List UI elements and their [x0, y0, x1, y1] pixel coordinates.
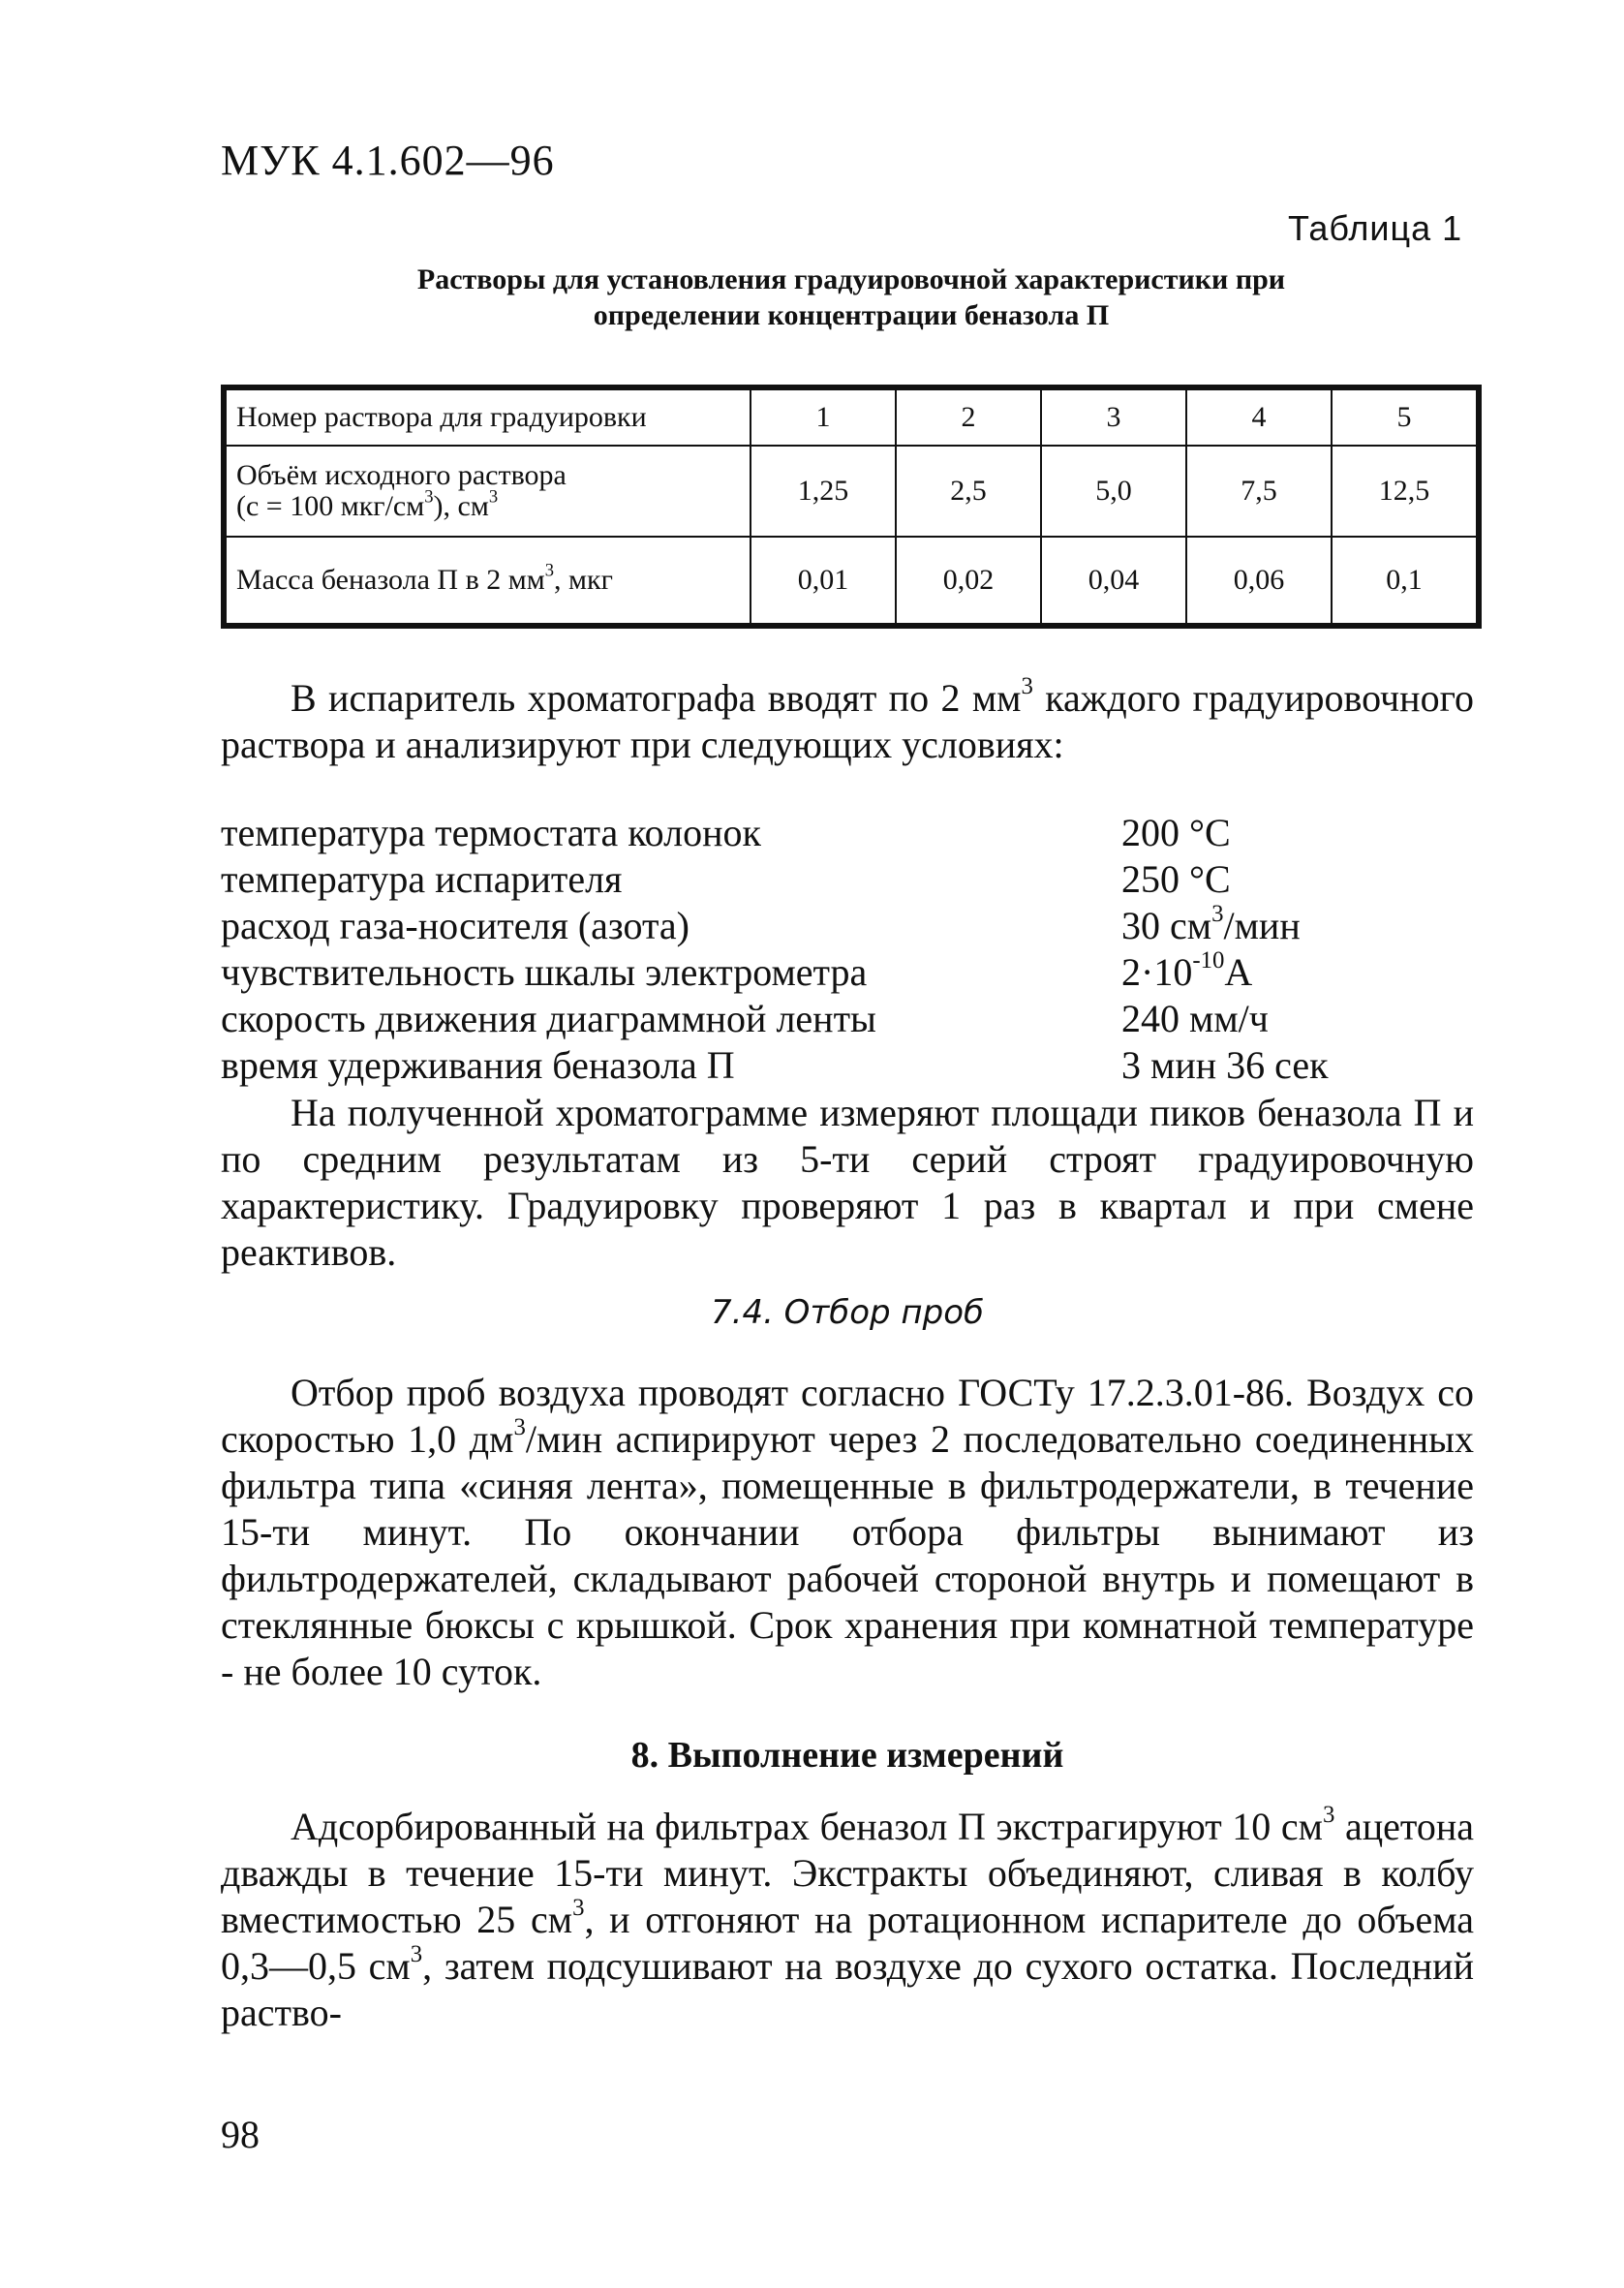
table-cell: 0,06 [1186, 537, 1332, 624]
condition-name: расход газа-носителя (азота) [221, 904, 690, 947]
table-cell: 7,5 [1186, 446, 1332, 537]
table-cell: 4 [1186, 389, 1332, 446]
condition-row [221, 949, 1474, 996]
table-cell: 0,01 [751, 537, 896, 624]
document-code: МУК 4.1.602—96 [221, 137, 555, 184]
table-cell: 5,0 [1041, 446, 1186, 537]
table-label: Таблица 1 [1288, 208, 1463, 248]
table-row [226, 389, 1477, 446]
condition-row [221, 1042, 1474, 1089]
table-cell: 12,5 [1332, 446, 1477, 537]
condition-row [221, 810, 1474, 856]
caption-line-2: определении концентрации беназола П [593, 299, 1110, 331]
table-cell: 1,25 [751, 446, 896, 537]
page-number: 98 [221, 2113, 260, 2156]
table-cell: 5 [1332, 389, 1477, 446]
calibration-table [221, 385, 1482, 629]
condition-value: 3 мин 36 сек [1121, 1043, 1329, 1087]
section-heading-7-4: 7.4. Отбор проб [711, 1293, 984, 1332]
row-label: Масса беназола П в 2 $мм^3$, мкг [226, 537, 751, 624]
condition-value: 250 °С [1121, 857, 1231, 901]
table-cell: 2 [896, 389, 1041, 446]
row-label: Номер раствора для градуировки [226, 389, 751, 446]
table-row [226, 537, 1477, 624]
table-cell: 2,5 [896, 446, 1041, 537]
table-row [226, 446, 1477, 537]
table-cell: 3 [1041, 389, 1186, 446]
condition-value: 200 °С [1121, 811, 1231, 854]
measurement-paragraph: Адсорбированный на фильтрах беназол П экстрагируют 10 $см^3$ ацетона дважды в течение 15-ти минут. Экстракты объединяют, сливая в колбу вместимостью 25 $см^3$, и отгоняют на ротационном испарителе до объема 0,3—0,5 $см^3$, затем подсушивают на воздухе до сухого остатка. Последний раство- [221, 1802, 1474, 2034]
condition-name: температура испарителя [221, 857, 623, 901]
table-cell: 0,04 [1041, 537, 1186, 624]
table-caption [221, 262, 1482, 333]
condition-row [221, 856, 1474, 903]
condition-name: чувствительность шкалы электрометра [221, 950, 868, 994]
table-cell: 0,02 [896, 537, 1041, 624]
table-cell: 0,1 [1332, 537, 1477, 624]
condition-name: скорость движения диаграммной ленты [221, 997, 876, 1040]
condition-row [221, 903, 1474, 949]
condition-name: температура термостата колонок [221, 811, 761, 854]
condition-value: 240 мм/ч [1121, 997, 1269, 1040]
sampling-paragraph: Отбор проб воздуха проводят согласно ГОСТу 17.2.3.01-86. Воздух со скоростью 1,0 $дм^3$/мин аспирируют через 2 последовательно соединенных фильтра типа «синяя лента», помещенные в фильтродержатели, в течение 15-ти минут. По окончании отбора фильтры вынимают из фильтродержателей, складывают рабочей стороной внутрь и помещают в стеклянные бюксы с крышкой. Срок хранения при комнатной температуре - не более 10 суток. [221, 1371, 1474, 1693]
condition-value: 30 $см^3$/мин [1121, 901, 1301, 947]
intro-paragraph: В испаритель хроматографа вводят по 2 $мм^3$ каждого градуировочного раствора и анализируют при следующих условиях: [221, 673, 1474, 766]
table-cell: 1 [751, 389, 896, 446]
condition-row [221, 996, 1474, 1042]
condition-name: время удерживания беназола П [221, 1043, 735, 1087]
row-label: Объём исходного раствора (с = 100 мкг/$см^3$), $см^3$ [226, 446, 751, 537]
conditions-list [221, 810, 1474, 1089]
chromatogram-paragraph: На полученной хроматограмме измеряют площади пиков беназола П и по средним результатам из 5-ти серий строят градуировочную характеристику. Градуировку проверяют 1 раз в квартал и при смене реактивов. [221, 1091, 1474, 1274]
section-heading-8: 8. Выполнение измерений [630, 1735, 1064, 1776]
caption-line-1: Растворы для установления градуировочной характеристики при [416, 263, 1286, 295]
condition-value: $2\cdot 10^{-10}А$ [1121, 947, 1253, 994]
